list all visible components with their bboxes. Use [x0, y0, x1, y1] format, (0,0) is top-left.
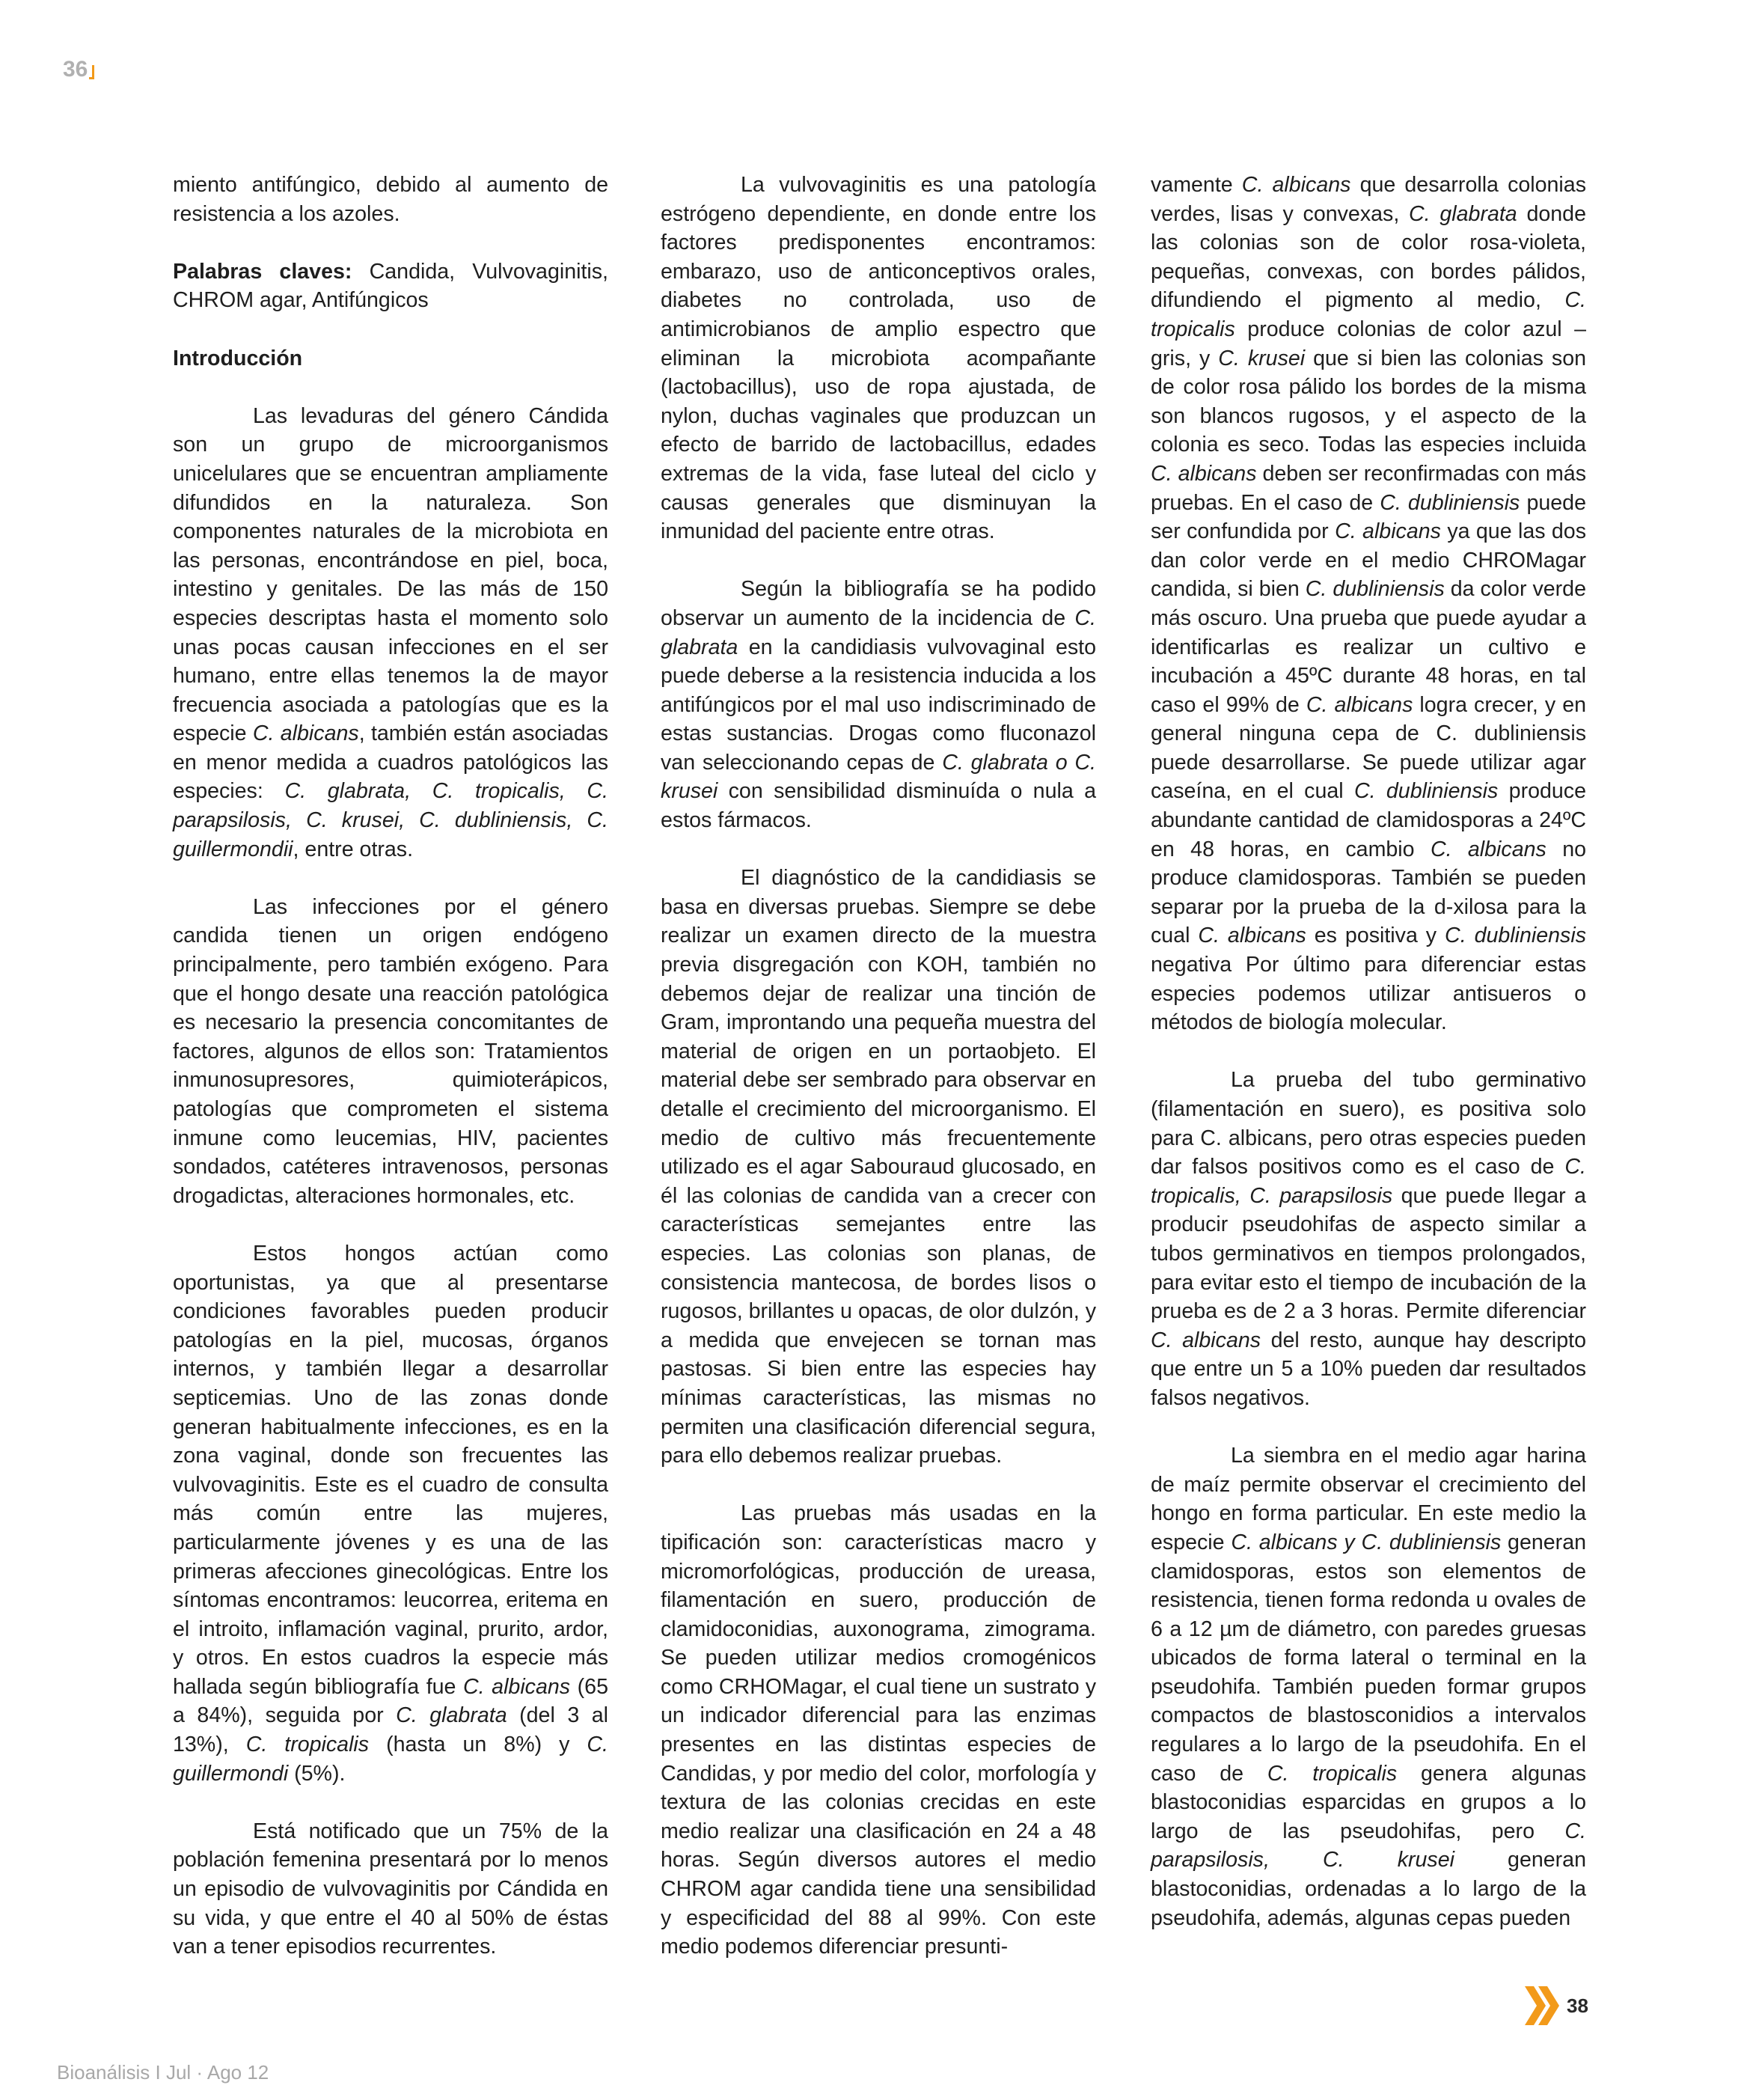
text: Las pruebas más usadas en la tipificación son: características macro y micromorfológicas, producción de ureasa, filamentación en suero, producción de clamidoconidias, auxonograma, zimograma. Se pueden utilizar medios cromogénicos como CRHOMagar, el cual tiene un sustrato y un indicador diferencial para las enzimas presentes en las distintas especies de Candidas, y por medio del color, morfología y textura de las colonias crecidas en este medio realizar una clasificación en 24 a 48 horas. Según diversos autores el medio CHROM agar candida tiene una sensibilidad y especificidad del 88 al 99%. Con este medio podemos diferenciar presunti-	[661, 1501, 1096, 1959]
text: con sensibilidad disminuída o nula a estos fármacos.	[661, 779, 1096, 833]
text: Estos hongos actúan como oportunistas, ya que al presentarse condiciones favorables pueden producir patologías en la piel, mucosas, órganos internos, y también llegar a desarrollar septicemias. Uno de las zonas donde generan habitualmente infecciones, es en la zona vaginal, donde son frecuentes las vulvovaginitis. Este es el cuadro de consulta más común entre las mujeres, particularmente jóvenes y es una de las primeras afecciones ginecológicas. Entre los síntomas encontramos: leucorrea, eritema en el introito, inflamación vaginal, prurito, ardor, y otros. En estos cuadros la especie más hallada según bibliografía fue	[173, 1241, 608, 1699]
text: vamente	[1151, 173, 1242, 197]
text: , entre otras.	[293, 837, 414, 861]
species-name: C. albicans	[1335, 519, 1441, 544]
text: generan clamidosporas, estos son elementos de resistencia, tienen forma redonda u ovales de 6 a 12 µm de diámetro, con paredes gruesas ubicados de forma lateral o terminal en la pseudohifa. También pueden formar grupos compactos de blastosconidios a intervalos regulares a lo largo de la pseudohifa. En el caso de	[1151, 1530, 1586, 1786]
paragraph	[173, 1817, 608, 1962]
paragraph	[1151, 1066, 1586, 1412]
text: logra crecer, y en general ninguna cepa de C. dubliniensis puede desarrollarse. Se puede utilizar agar caseína, en el cual	[1151, 692, 1586, 804]
species-name: C. glabrata o C. krusei	[661, 750, 1096, 804]
text: que puede llegar a producir pseudohifas de aspecto similar a tubos germinativos en tiempos prolongados, para evitar esto el tiempo de incubación de la prueba es de 2 a 3 horas. Permite diferenciar	[1151, 1183, 1586, 1324]
paragraph	[173, 402, 608, 864]
species-name: C. dubliniensis	[1305, 577, 1445, 602]
text: (hasta un 8%) y	[369, 1733, 587, 1757]
text: El diagnóstico de la candidiasis se basa en diversas pruebas. Siempre se debe realizar un examen directo de la muestra previa disgregación con KOH, también no debemos dejar de realizar una tinción de Gram, improntando una pequeña muestra del material de origen en un portaobjeto. El material debe ser sembrado para observar en detalle el crecimiento del microorganismo. El medio de cultivo más frecuentemente utilizado es el agar Sabouraud glucosado, en él las colonias de candida van a crecer con características semejantes entre las especies. Las colonias son planas, de consistencia mantecosa, de bordes lisos o rugosos, brillantes u opacas, de olor dulzón, y a medida que envejecen se tornan mas pastosas. Si bien entre las especies hay mínimas características, las mismas no permiten una clasificación diferencial segura, para ello debemos realizar pruebas.	[661, 866, 1096, 1468]
text: deben ser reconfirmadas con más pruebas. En el caso de	[1151, 461, 1586, 515]
paragraph	[173, 171, 608, 228]
text: Las infecciones por el género candida tienen un origen endógeno principalmente, pero también exógeno. Para que el hongo desate una reacción patológica es necesario la presencia concomitantes de factores, algunos de ellos son: Tratamientos inmunosupresores, quimioterápicos, patologías que comprometen el sistema inmune como leucemias, HIV, pacientes sondados, catéteres intravenosos, personas drogadictas, alteraciones hormonales, etc.	[173, 894, 608, 1208]
species-name: C. dubliniensis	[1445, 924, 1586, 948]
text: del resto, aunque hay descripto que entre un 5 a 10% pueden dar resultados falsos negativos.	[1151, 1328, 1587, 1410]
corner-mark-icon	[89, 65, 94, 79]
species-name: C. glabrata	[396, 1703, 507, 1728]
species-name: C. glabrata, C. tropicalis, C. parapsilosis, C. krusei, C. dubliniensis, C. guillermondii	[173, 779, 609, 861]
species-name: C. dubliniensis	[1380, 490, 1520, 515]
paragraph	[661, 864, 1096, 1470]
species-name: C. dubliniensis	[1353, 779, 1499, 804]
keywords-text: Candida, Vulvovaginitis, CHROM agar, Antifúngicos	[173, 259, 608, 313]
species-name: C. albicans	[1151, 1328, 1261, 1352]
paragraph	[661, 171, 1096, 546]
species-name: C. tropicalis	[1267, 1761, 1398, 1786]
text: Las levaduras del género Cándida son un grupo de microorganismos unicelulares que se encuentran ampliamente difundidos en la naturaleza. Son componentes naturales de la microbiota en las personas, encontrándose en piel, boca, intestino y genitales. De las más de 150 especies descriptas hasta el momento solo unas pocas causan infecciones en el ser humano, entre ellas tenemos la de mayor frecuencia asociada a patologías que es la especie	[173, 403, 608, 746]
species-name: C. albicans	[1306, 692, 1413, 717]
paragraph	[661, 1499, 1096, 1962]
text: da color verde más oscuro. Una prueba que puede ayudar a identificarlas es realizar un cultivo e incubación a 45ºC durante 48 horas, en tal caso el 99% de	[1151, 577, 1586, 717]
text: Está notificado que un 75% de la población femenina presentará por lo menos un episodio de vulvovaginitis por Cándida en su vida, y que entre el 40 al 50% de éstas van a tener episodios recurrentes.	[173, 1819, 608, 1959]
section-heading: Introducción	[173, 346, 303, 370]
species-name: C. tropicalis	[245, 1733, 370, 1757]
text: La siembra en el medio agar harina de maíz permite observar el crecimiento del hongo en forma particular. En este medio la especie	[1151, 1444, 1586, 1554]
text: negativa Por último para diferenciar estas especies podemos utilizar antisueros o métodos de biología molecular.	[1151, 953, 1586, 1035]
column-3	[1151, 171, 1586, 1932]
text: genera algunas blastoconidias esparcidas en grupos a lo largo de las pseudohifas, pero	[1151, 1761, 1587, 1843]
journal-footer: Bioanálisis I Jul · Ago 12	[57, 2061, 269, 2084]
paragraph	[661, 575, 1096, 834]
text: que si bien las colonias son de color rosa pálido los bordes de la misma son blancos rugosos, y el aspecto de la colonia es seco. Todas las especies incluida	[1151, 346, 1586, 457]
top-page-number	[63, 57, 94, 82]
text: (65 a 84%), seguida por	[173, 1674, 608, 1728]
text: miento antifúngico, debido al aumento de resistencia a los azoles.	[173, 173, 608, 226]
species-name: C. albicans	[1241, 173, 1351, 197]
text: puede ser confundida por	[1151, 490, 1586, 544]
text: no produce clamidosporas. También se pueden separar por la prueba de la d-xilosa para la cual	[1151, 837, 1587, 948]
text: produce colonias de color azul – gris, y	[1151, 317, 1586, 370]
text: que desarrolla colonias verdes, lisas y convexas,	[1151, 173, 1586, 226]
species-name: C. albicans	[252, 721, 359, 746]
top-page-number-text: 36	[63, 57, 88, 82]
text: produce abundante cantidad de clamidosporas a 24ºC en 48 horas, en cambio	[1151, 779, 1586, 861]
double-chevron-right-icon	[1525, 1986, 1559, 2025]
text: , también están asociadas en menor medida a cuadros patológicos las especies:	[173, 721, 608, 804]
paragraph	[1151, 171, 1586, 1037]
species-name: C. tropicalis	[1151, 288, 1586, 341]
paragraph	[173, 1239, 608, 1788]
species-name: C. glabrata	[1409, 201, 1517, 226]
species-name: C. albicans	[1198, 924, 1306, 948]
text: donde las colonias son de color rosa-violeta, pequeñas, convexas, con bordes pálidos, difundiendo el pigmento al medio,	[1151, 201, 1586, 313]
species-name: C. albicans	[463, 1674, 571, 1699]
species-name: C. albicans	[1151, 461, 1257, 486]
species-name: C. krusei	[1218, 346, 1306, 370]
keywords-label: Palabras claves:	[173, 259, 352, 284]
species-name: C. tropicalis, C. parapsilosis	[1151, 1155, 1586, 1208]
paragraph	[173, 893, 608, 1211]
text: La vulvovaginitis es una patología estrógeno dependiente, en donde entre los factores predisponentes encontramos: embarazo, uso de anticonceptivos orales, diabetes no controlada, uso de antimicrobianos de amplio espectro que eliminan la microbiota acompañante (lactobacillus), uso de ropa ajustada, de nylon, duchas vaginales que produzcan un efecto de barrido de lactobacillus, edades extremas de la vida, fase luteal del ciclo y causas generales que disminuyan la inmunidad del paciente entre otras.	[661, 173, 1096, 544]
column-2	[661, 171, 1096, 1962]
text: es positiva y	[1306, 924, 1445, 948]
keywords	[173, 257, 608, 315]
text: generan blastoconidias, ordenadas a lo largo de la pseudohifa, además, algunas cepas pueden	[1151, 1848, 1586, 1930]
species-name: C. glabrata	[661, 605, 1096, 659]
species-name: C. albicans y C. dubliniensis	[1231, 1530, 1502, 1554]
bottom-page-number: 38	[1567, 1994, 1588, 2017]
page-footer-right	[1525, 1986, 1588, 2025]
text: Según la bibliografía se ha podido observar un aumento de la incidencia de	[661, 577, 1096, 630]
text: (5%).	[288, 1761, 346, 1786]
species-name: C. parapsilosis, C. krusei	[1151, 1819, 1586, 1872]
paragraph	[1151, 1441, 1586, 1932]
text: (del 3 al 13%),	[173, 1703, 608, 1757]
species-name: C. albicans	[1430, 837, 1546, 861]
column-1	[173, 171, 608, 1962]
species-name: C. guillermondi	[173, 1733, 608, 1786]
text: en la candidiasis vulvovaginal esto puede deberse a la resistencia inducida a los antifúngicos por el mal uso indiscriminado de estas sustancias. Drogas como fluconazol van seleccionando cepas de	[661, 635, 1096, 775]
text: La prueba del tubo germinativo (filamentación en suero), es positiva solo para C. albicans, pero otras especies pueden dar falsos positivos como es el caso de	[1151, 1068, 1586, 1179]
text: ya que las dos dan color verde en el medio CHROMagar candida, si bien	[1151, 519, 1586, 602]
